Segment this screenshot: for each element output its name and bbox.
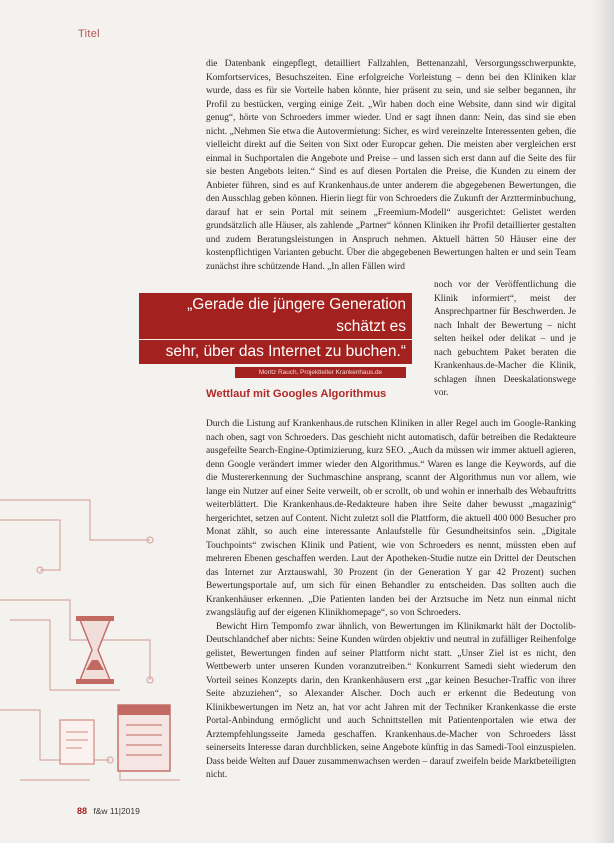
page-number: 88 (77, 806, 88, 816)
paragraph: Durch die Listung auf Krankenhaus.de rutschen Kliniken in aller Regel auch im Google-Ranking nach oben, sagt von Schroeders. Das geschieht nicht automatisch, dafür betreiben die Redakteure ausgefeilte Search-Engine-Optimizierung, kurz SEO. „Auch da müssen wir immer aktuell agieren, denn Google verändert immer wieder den Algorithmus.“ Waren es lange die Keywords, auf die die Mustererkennung der Suchmaschine ansprang, scannt der Algorithmus nun vor allem, wie lange ein Nutzer auf einer Seite verweilt, ob er scrollt, ob und wohin er innerhalb des Webauftritts weiterblättert. Die Krankenhaus.de-Redakteure haben ihre Seite daher bewusst „magazinig“ hergerichtet, setzen auf Content. Nicht zuletzt soll die Plattform, die aktuell 400 000 Besucher pro Monat zählt, so auch eine interessante Anlaufstelle für Gesundheitsinfos sein. „Digitale Touchpoints“ zwischen Klinik und Patient, wie von Schroeders es nennt, müssten eben auf mehreren Ebenen geschaffen werden. Laut der Apotheken-Studie nutze ein Drittel der Deutschen das Internet zur Arztauswahl, 30 Prozent (in der Generation Y gar 42 Prozent) suchen Bewertungsportale auf, um sich für einen Behandler zu entscheiden. Das sollten auch die Krankenhäuser erkennen. „Die Patienten landen bei der Arztsuche im Netz nun einmal nicht zwangsläufig auf der eigenen Klinikhomepage“, so von Schroeders. (206, 419, 576, 618)
pull-quote-line-2: sehr, über das Internet zu buchen.“ (139, 340, 412, 364)
issue-label: f&w 11|2019 (93, 806, 140, 816)
article-column-top (206, 58, 576, 274)
article-column-bottom (206, 418, 576, 783)
page-edge-shadow (592, 0, 614, 843)
section-heading: Wettlauf mit Googles Algorithmus (206, 388, 387, 400)
decorative-illustration (0, 480, 206, 810)
pull-quote-line-1: „Gerade die jüngere Generation schätzt es (139, 293, 412, 339)
paragraph: Bewicht Hirn Tempomfo zwar ähnlich, von Bewertungen im Klinikmarkt hält der Doctolib-Deutschlandchef aber nichts: Seine Kunden würden objektiv und neutral in zufälliger Reihenfolge gelistet, Bewertungen finden auf seiner Plattform nicht statt. „Unser Ziel ist es nicht, den Wettbewerb unter unseren Kunden voranzutreiben.“ Konkurrent Samedi sieht wiederum den Vorteil seines Konzepts darin, den Krankenhäusern erst „gar keinen Besucher-Traffic von ihrer Seite abzuziehen“, so Alexander Alscher. Doch auch er erkennt die Bedeutung von Klinikbewertungen im Netz an, hat vor acht Jahren mit der Techniker Krankenkasse die erste Portal-Anbindung ermöglicht und auch Schnittstellen mit Patientenportalen wie etwa der Arztempfehlungsseite Jameda geschaffen. Krankenhaus.de-Macher von Schroeders lässt seinerseits Interesse daran durchblicken, seine Angebote künftig in das Samedi-Tool einzuspielen. Dass beide Welten auf Dauer zusammenwachsen werden – darauf zweifeln beide Marktbeteiligten nicht. (206, 621, 576, 780)
article-column-right (434, 279, 576, 401)
calendar-icon (118, 705, 170, 771)
page-footer (77, 806, 140, 816)
pull-quote (139, 293, 412, 378)
paragraph: noch vor der Veröffentlichung die Klinik informiert“, meist der Ansprechpartner für Beschwerden. Je nach Inhalt der Bewertung – nicht selten heikel oder delikat – und je nach gebuchtem Paket beraten die Krankenhaus.de-Macher die Klinik, schlagen ihnen Deeskalationswege vor. (434, 280, 576, 398)
paragraph: die Datenbank eingepflegt, detailliert Fallzahlen, Bettenanzahl, Versorgungsschwerpunkte, Komfortservices, Besuchszeiten. Eine erfolgreiche Vorleistung – denn bei den Kliniken klar wurde, dass es für sie Vorteile haben könnte, hier präsent zu sein, und sie selber begannen, ihr Profil zu bestücken, verging einige Zeit. „Wir haben doch eine Website, dann sind wir digital genug“, hörte von Schroeders immer wieder. Und er sagt ihnen dann: Nein, das sind sie eben nicht. „Nehmen Sie etwa die Autovermietung: Sicher, es wird vereinzelte Interessenten geben, die vielleicht direkt auf die Seiten von Sixt oder Europcar gehen. Die meisten aber vergleichen erst einmal in Suchportalen die Angebote und Preise – und lassen sich erst dann auf die Seite des für sie besten Angebots leiten.“ Sind es auf diesen Portalen die Preise, die Kunden zu einem der Anbieter führen, sind es auf Krankenhaus.de unter anderem die abgegebenen Bewertungen, die den Ausschlag geben können. Hierin liegt für von Schroeders die Zukunft der Arztterminbuchung, darauf hat er sein Portal mit seinem „Freemium-Modell“ ausgerichtet: Gelistet werden grundsätzlich alle Häuser, als zahlende „Partner“ können Kliniken ihr Profil detaillierter gestalten und zudem Beratungsleistungen in Anspruch nehmen. Aktuell hätten 50 Häuser eine der kostenpflichtigen Varianten gebucht. Über die abgegebenen Bewertungen halten er und sein Team zunächst ihre schützende Hand. „In allen Fällen wird (206, 59, 576, 272)
hourglass-icon (76, 616, 114, 684)
section-label: Titel (78, 28, 100, 40)
document-icon (60, 720, 94, 764)
pull-quote-source: Moritz Rauch, Projektleiter Krankenhaus.de (235, 367, 406, 378)
